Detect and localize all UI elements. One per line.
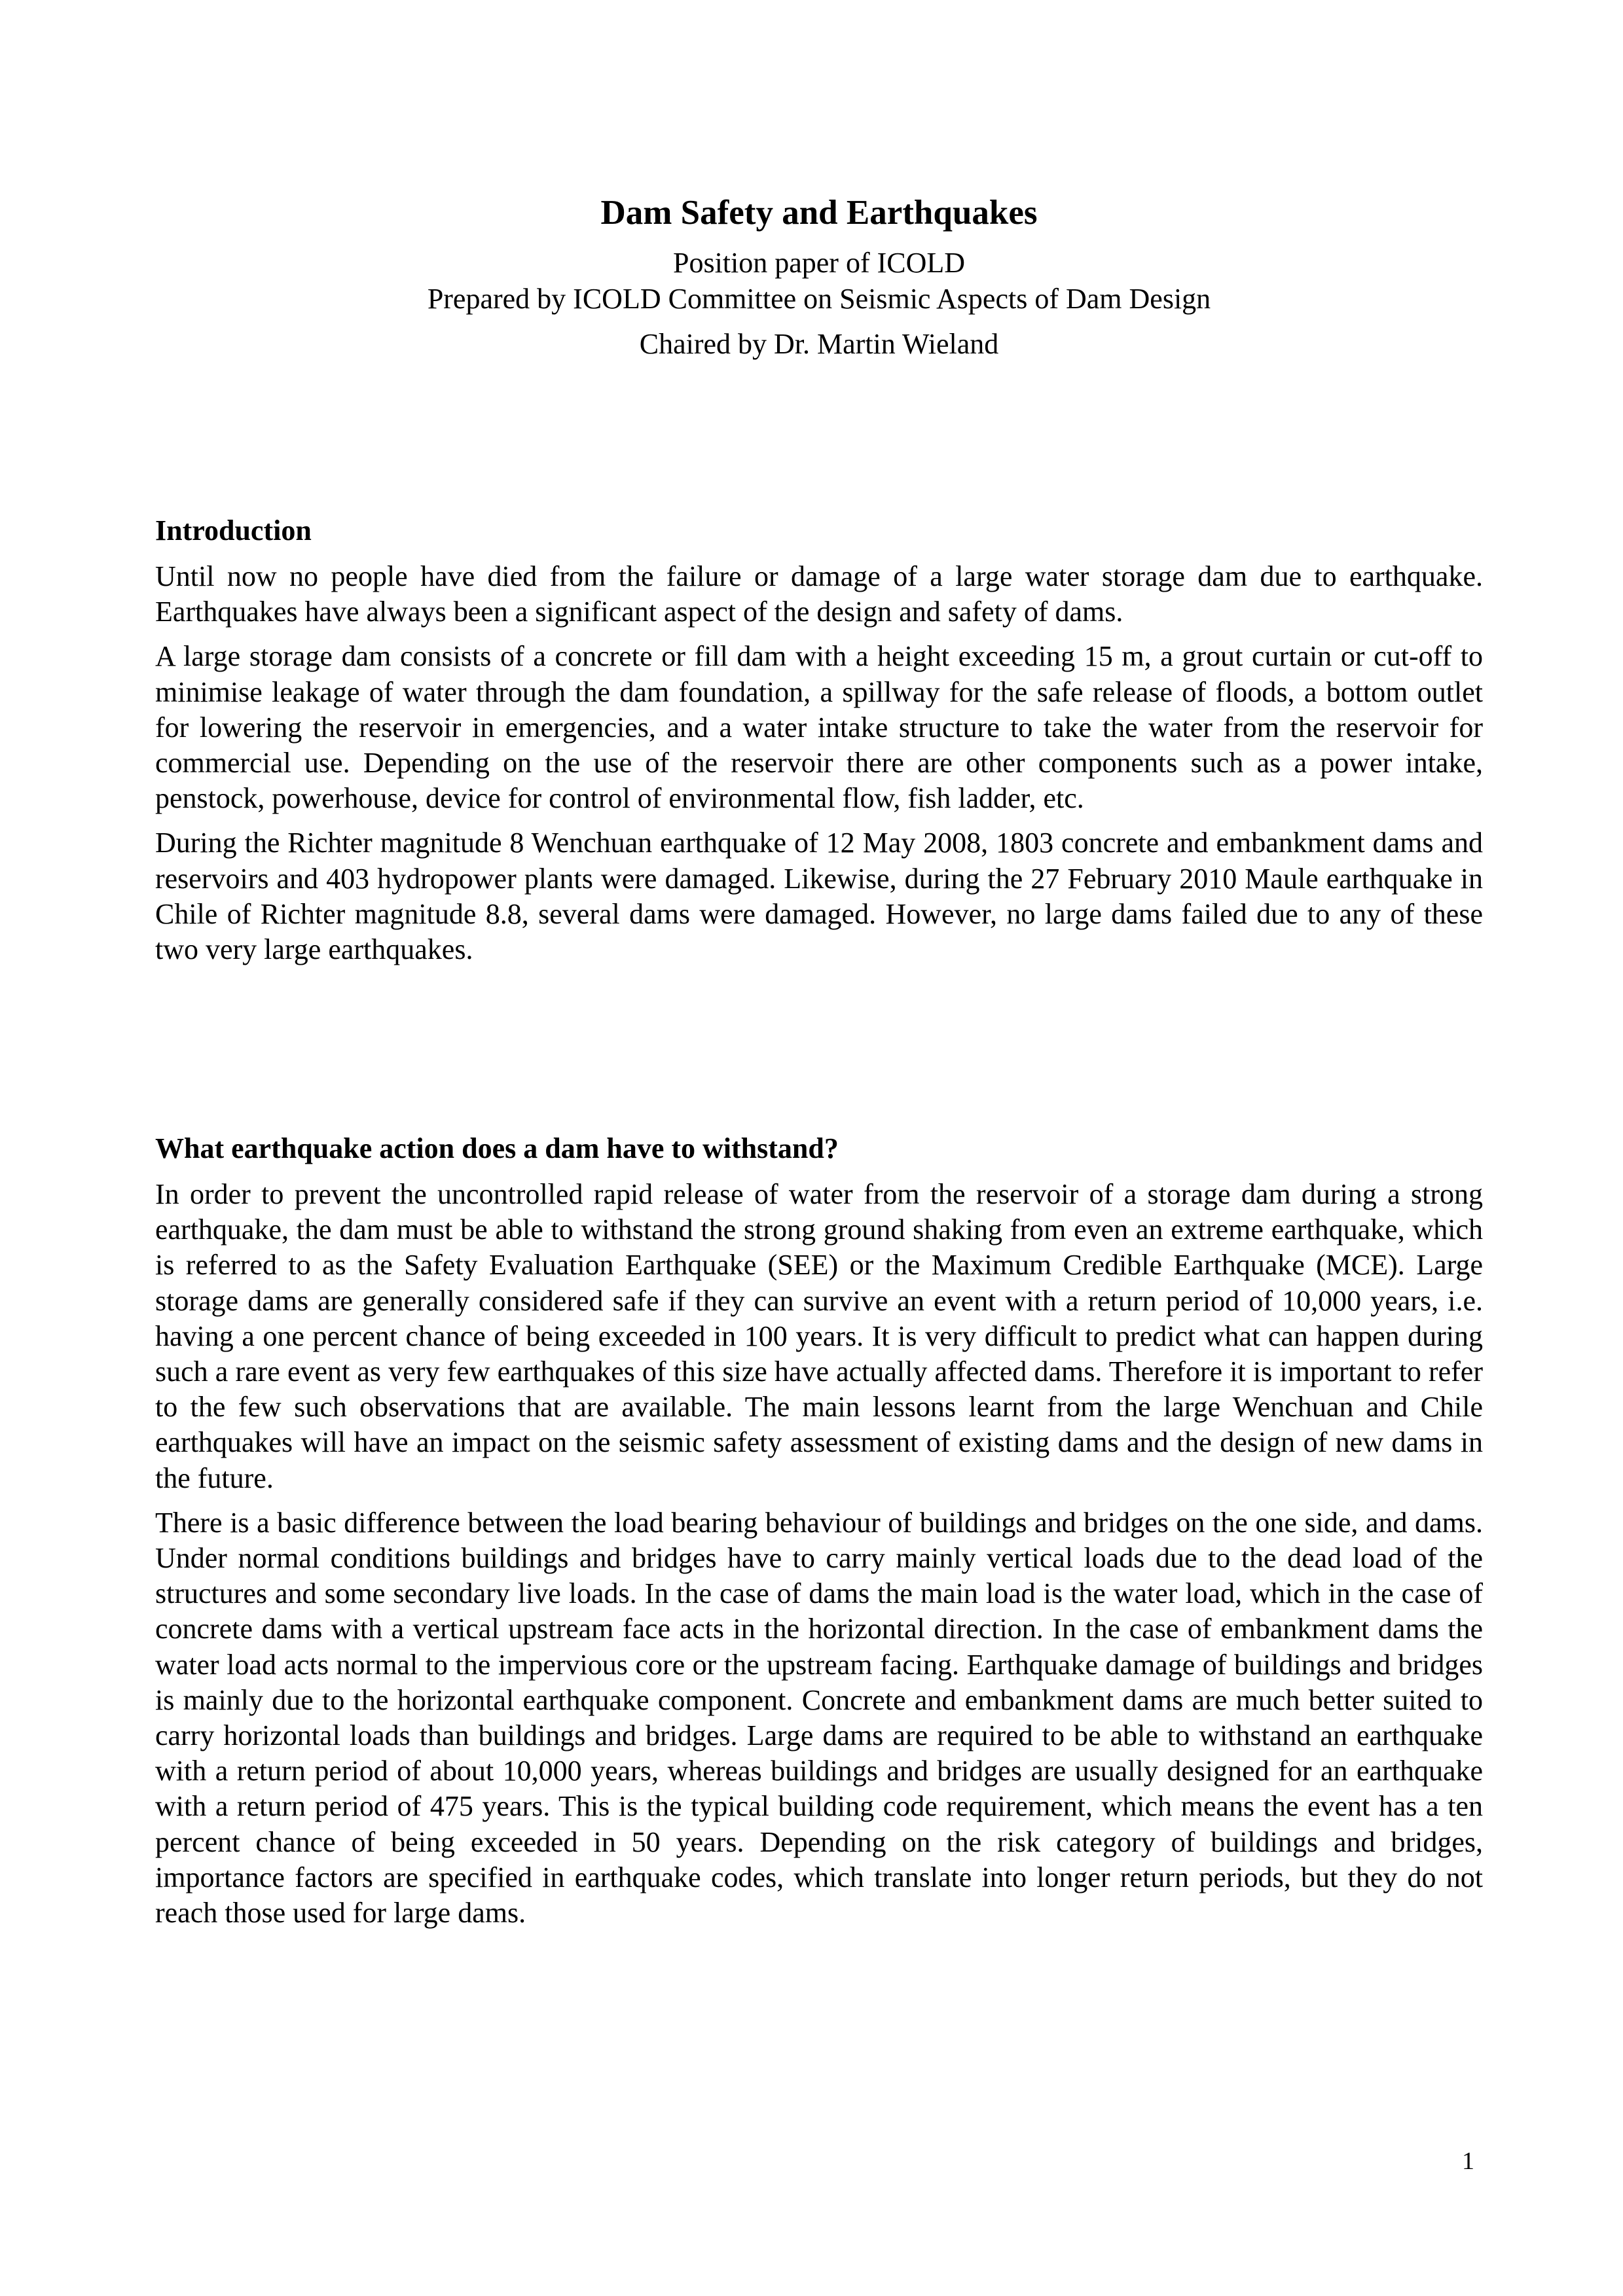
subtitle-position-paper: Position paper of ICOLD — [672, 247, 966, 279]
section-introduction — [155, 513, 1483, 977]
section-earthquake-action — [155, 1131, 1483, 1940]
paragraph: Until now no people have died from the failure or damage of a large water storage dam due to earthquake. Earthquakes have always been a significant aspect of the design and safety of dams. — [155, 560, 1483, 628]
paragraph: A large storage dam consists of a concrete or fill dam with a height exceeding 15 m, a grout curtain or cut-off to minimise leakage of water through the dam foundation, a spillway for the safe release of floods, a bottom outlet for lowering the reservoir in emergencies, and a water intake structure to take the water from the reservoir for commercial use. Depending on the use of the reservoir there are other components such as a power intake, penstock, powerhouse, device for control of environmental flow, fish ladder, etc. — [155, 640, 1483, 815]
document-title: Dam Safety and Earthquakes — [600, 194, 1038, 232]
subtitle-prepared-by: Prepared by ICOLD Committee on Seismic Aspects of Dam Design — [427, 283, 1211, 315]
page-number: 1 — [1462, 2147, 1474, 2175]
chair-line: Chaired by Dr. Martin Wieland — [639, 328, 999, 360]
section-heading: Introduction — [155, 514, 312, 547]
paragraph: There is a basic difference between the load bearing behaviour of buildings and bridges on the one side, and dams. Under normal conditions buildings and bridges have to carry mainly vertical loads due to the dead load of the structures and some secondary live loads. In the case of dams the main load is the water load, which in the case of concrete dams with a vertical upstream face acts in the horizontal direction. In the case of embankment dams the water load acts normal to the impervious core or the upstream facing. Earthquake damage of buildings and bridges is mainly due to the horizontal earthquake component. Concrete and embankment dams are much better suited to carry horizontal loads than buildings and bridges. Large dams are required to be able to withstand an earthquake with a return period of about 10,000 years, whereas buildings and bridges are usually designed for an earthquake with a return period of 475 years. This is the typical building code requirement, which means the event has a ten percent chance of being exceeded in 50 years. Depending on the risk category of buildings and bridges, importance factors are specified in earthquake codes, which translate into longer return periods, but they do not reach those used for large dams. — [155, 1506, 1483, 1929]
paragraph: In order to prevent the uncontrolled rapid release of water from the reservoir of a storage dam during a strong earthquake, the dam must be able to withstand the strong ground shaking from even an extreme earthquake, which is referred to as the Safety Evaluation Earthquake (SEE) or the Maximum Credible Earthquake (MCE). Large storage dams are generally considered safe if they can survive an event with a return period of 10,000 years, i.e. having a one percent chance of being exceeded in 100 years. It is very difficult to predict what can happen during such a rare event as very few earthquakes of this size have actually affected dams. Therefore it is important to refer to the few such observations that are available. The main lessons learnt from the large Wenchuan and Chile earthquakes will have an impact on the seismic safety assessment of existing dams and the design of new dams in the future. — [155, 1178, 1483, 1494]
title-block — [155, 190, 1483, 362]
section-heading: What earthquake action does a dam have to withstand? — [155, 1132, 839, 1164]
paragraph: During the Richter magnitude 8 Wenchuan earthquake of 12 May 2008, 1803 concrete and embankment dams and reservoirs and 403 hydropower plants were damaged. Likewise, during the 27 February 2010 Maule earthquake in Chile of Richter magnitude 8.8, several dams were damaged. However, no large dams failed due to any of these two very large earthquakes. — [155, 827, 1483, 966]
